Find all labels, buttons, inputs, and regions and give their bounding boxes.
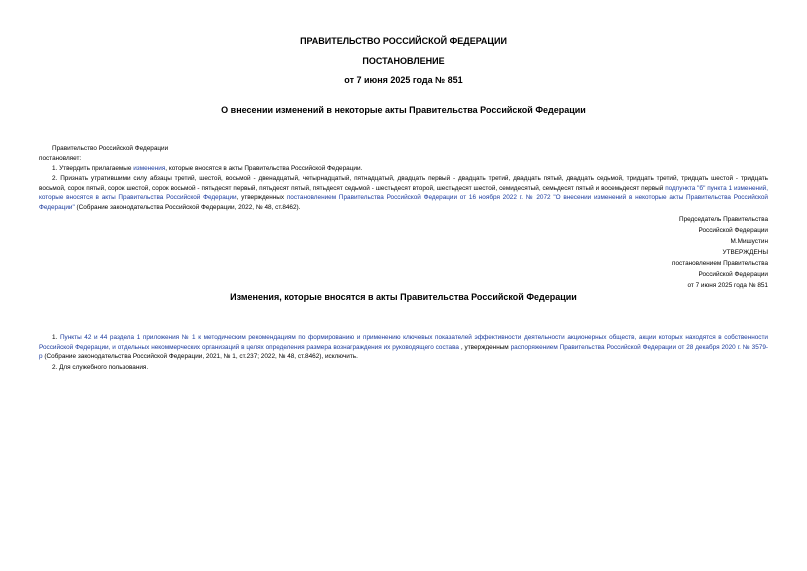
approved-date: от 7 июня 2025 года № 851 — [687, 282, 768, 289]
annex-item-2: 2. Для служебного пользования. — [52, 364, 149, 371]
annex-item-1-text: 1. — [52, 334, 60, 341]
paragraph-2 — [39, 174, 768, 212]
annex-item-1 — [39, 333, 768, 362]
approved-heading: УТВЕРЖДЕНЫ — [722, 249, 768, 256]
paragraph-1-text: 1. Утвердить прилагаемые — [52, 165, 134, 172]
annex-title: Изменения, которые вносятся в акты Правительства Российской Федерации — [230, 292, 577, 302]
paragraph-2-text-mid: , утвержденных — [236, 194, 287, 202]
document-type: ПОСТАНОВЛЕНИЕ — [362, 56, 445, 66]
annex-item-1-text-end: (Собрание законодательства Российской Федерации, 2021, № 1, ст.237; 2022, № 48, ст.8462), исключить. — [42, 353, 358, 361]
document-title: О внесении изменений в некоторые акты Правительства Российской Федерации — [221, 105, 586, 115]
paragraph-2-text: 2. Признать утратившими силу абзацы третий, шестой, восьмой - двенадцатый, четырнадцатый, пятнадцатый, двадцать первый - двадцать третий, двадцать пятый, двадцать седьмой, тридцать третий, тридцать шестой - тридцать восьмой, сорок пятый, сорок шестой, сорок восьмой - пятьдесят первый, пятьдесят пятый, пятьдесят седьмой - шестьдесят второй, шестьдесят шестой, семидесятый, семьдесят пятый и восемьдесят первый — [39, 175, 768, 192]
document-date-number: от 7 июня 2025 года № 851 — [344, 75, 463, 85]
government-heading: ПРАВИТЕЛЬСТВО РОССИЙСКОЙ ФЕДЕРАЦИИ — [300, 36, 507, 46]
approved-by-2: Российской Федерации — [698, 271, 768, 278]
decree-2072-link[interactable]: постановлением Правительства Российской Федерации от 16 ноября 2022 г. № 2072 "О внесении изменений в некоторые акты Правительства Российской Федерации" — [39, 194, 768, 211]
changes-link[interactable]: изменения — [133, 165, 166, 172]
order-3579-link[interactable]: распоряжением Правительства Российской Федерации от 28 декабря 2020 г. № 3579-р — [39, 343, 769, 361]
paragraph-1 — [52, 164, 362, 174]
approved-by: постановлением Правительства — [672, 260, 768, 267]
paragraph-2-text-end: (Собрание законодательства Российской Федерации, 2022, № 48, ст.8462). — [74, 203, 301, 211]
signature-position-2: Российской Федерации — [698, 227, 768, 234]
signature-name: М.Мишустин — [730, 238, 768, 245]
annex-item-1-text-mid: , утвержденным — [458, 343, 511, 351]
intro-decrees: постановляет: — [39, 155, 82, 162]
intro-government: Правительство Российской Федерации — [52, 145, 169, 152]
points-42-44-link[interactable]: Пункты 42 и 44 раздела 1 приложения № 1 к методическим рекомендациям по формированию и применению ключевых показателей эффективности деятельности акционерных обществ, акции которых находятся в собственности Российской Федерации, и отдельных некоммерческих организаций в целях определения размера вознаграждения их руководящего состава — [39, 334, 768, 351]
paragraph-1-text-end: , которые вносятся в акты Правительства Российской Федерации. — [165, 165, 363, 172]
subparagraph-b-link[interactable]: подпункта "б" пункта 1 изменений, которые вносятся в акты Правительства Российской Федерации — [39, 184, 768, 202]
signature-position: Председатель Правительства — [679, 216, 768, 223]
